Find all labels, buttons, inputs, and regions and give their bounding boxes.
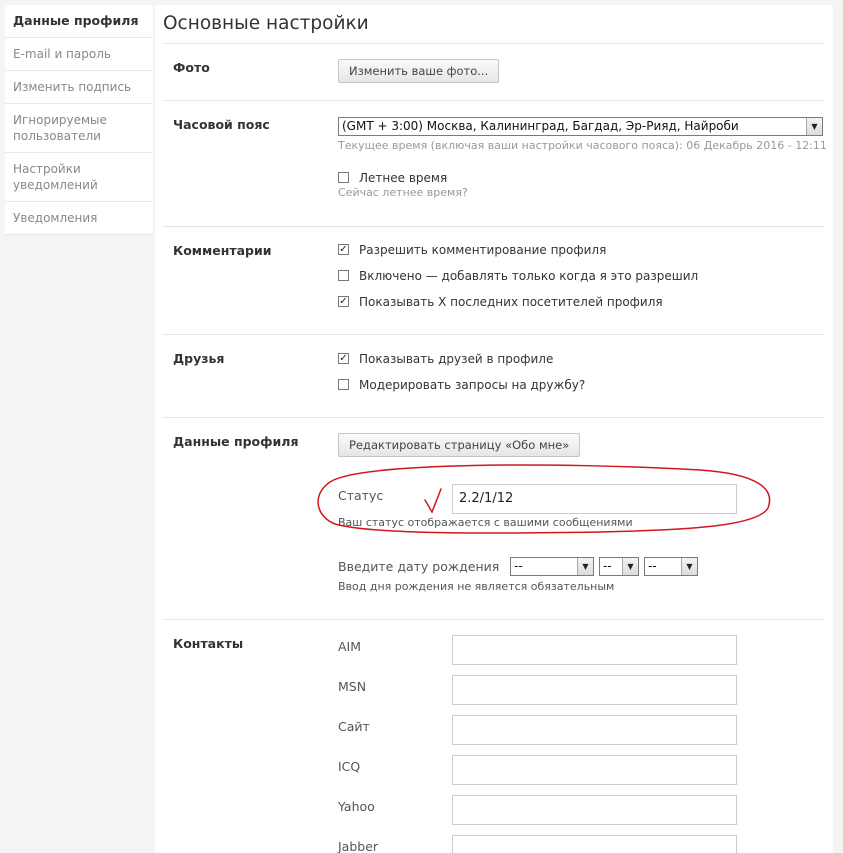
checkbox-label: Разрешить комментирование профиля	[359, 243, 607, 257]
contact-label-icq: ICQ	[338, 759, 361, 774]
chevron-down-icon: ▼	[622, 558, 638, 575]
dst-label: Летнее время	[359, 171, 448, 185]
checkbox-label: Показывать друзей в профиле	[359, 352, 554, 366]
chevron-down-icon: ▼	[681, 558, 697, 575]
checkbox[interactable]: ✓	[339, 353, 348, 364]
birthday-hint: Ввод дня рождения не является обязательным	[338, 580, 615, 593]
chevron-down-icon: ▼	[806, 118, 822, 135]
section-label-photo: Фото	[173, 60, 210, 75]
birthday-year-value: --	[648, 559, 657, 573]
sidebar-item-email-password[interactable]: E-mail и пароль	[5, 38, 153, 71]
edit-about-page-button[interactable]: Редактировать страницу «Обо мне»	[338, 433, 580, 457]
divider	[163, 619, 825, 620]
checkbox-label: Модерировать запросы на дружбу?	[359, 378, 586, 392]
birthday-year-select[interactable]	[644, 557, 698, 576]
settings-panel	[155, 5, 833, 853]
section-label-timezone: Часовой пояс	[173, 117, 270, 132]
contact-label-msn: MSN	[338, 679, 367, 694]
sidebar-item-ignored-users[interactable]: Игнорируемые пользователи	[5, 104, 153, 153]
msn-input[interactable]	[452, 675, 737, 705]
sidebar-item-profile-data[interactable]: Данные профиля	[5, 5, 153, 38]
section-label-comments: Комментарии	[173, 243, 272, 258]
checkbox[interactable]	[338, 379, 349, 390]
divider	[163, 226, 825, 227]
section-label-profile: Данные профиля	[173, 434, 299, 449]
checkbox-label: Показывать X последних посетителей профиля	[359, 295, 663, 309]
timezone-selected-value: (GMT + 3:00) Москва, Калининград, Багдад, Эр-Рияд, Найроби	[342, 119, 739, 133]
aim-input[interactable]	[452, 635, 737, 665]
sidebar	[5, 5, 153, 235]
change-photo-button[interactable]: Изменить ваше фото...	[338, 59, 499, 83]
status-hint: Ваш статус отображается с вашими сообщениями	[338, 516, 633, 529]
dst-checkbox[interactable]	[338, 172, 349, 183]
dst-hint: Сейчас летнее время?	[338, 186, 468, 199]
contact-label-jabber: Jabber	[338, 839, 379, 853]
sidebar-item-notifications[interactable]: Уведомления	[5, 202, 153, 235]
page-title: Основные настройки	[163, 13, 369, 34]
sidebar-item-change-signature[interactable]: Изменить подпись	[5, 71, 153, 104]
divider	[163, 43, 825, 44]
jabber-input[interactable]	[452, 835, 737, 853]
checkbox[interactable]	[338, 270, 349, 281]
contact-label-aim: AIM	[338, 639, 362, 654]
checkbox[interactable]: ✓	[339, 244, 348, 255]
checkbox-label: Включено — добавлять только когда я это разрешил	[359, 269, 699, 283]
birthday-month-value: --	[603, 559, 612, 573]
birthday-day-select[interactable]	[510, 557, 594, 576]
sidebar-item-notification-settings[interactable]: Настройки уведомлений	[5, 153, 153, 202]
divider	[163, 100, 825, 101]
site-input[interactable]	[452, 715, 737, 745]
yahoo-input[interactable]	[452, 795, 737, 825]
section-label-contacts: Контакты	[173, 636, 244, 651]
birthday-day-value: --	[514, 559, 523, 573]
timezone-select[interactable]	[338, 117, 823, 136]
current-time-hint: Текущее время (включая ваши настройки часового пояса): 06 Декабрь 2016 - 12:11	[338, 139, 827, 152]
status-input[interactable]: 2.2/1/12	[452, 484, 737, 514]
status-label: Статус	[338, 488, 384, 503]
contact-label-yahoo: Yahoo	[338, 799, 375, 814]
chevron-down-icon: ▼	[577, 558, 593, 575]
section-label-friends: Друзья	[173, 351, 225, 366]
divider	[163, 417, 825, 418]
checkbox[interactable]: ✓	[339, 296, 348, 307]
icq-input[interactable]	[452, 755, 737, 785]
contact-label-site: Сайт	[338, 719, 370, 734]
birthday-label: Введите дату рождения	[338, 559, 500, 574]
birthday-month-select[interactable]	[599, 557, 639, 576]
divider	[163, 334, 825, 335]
